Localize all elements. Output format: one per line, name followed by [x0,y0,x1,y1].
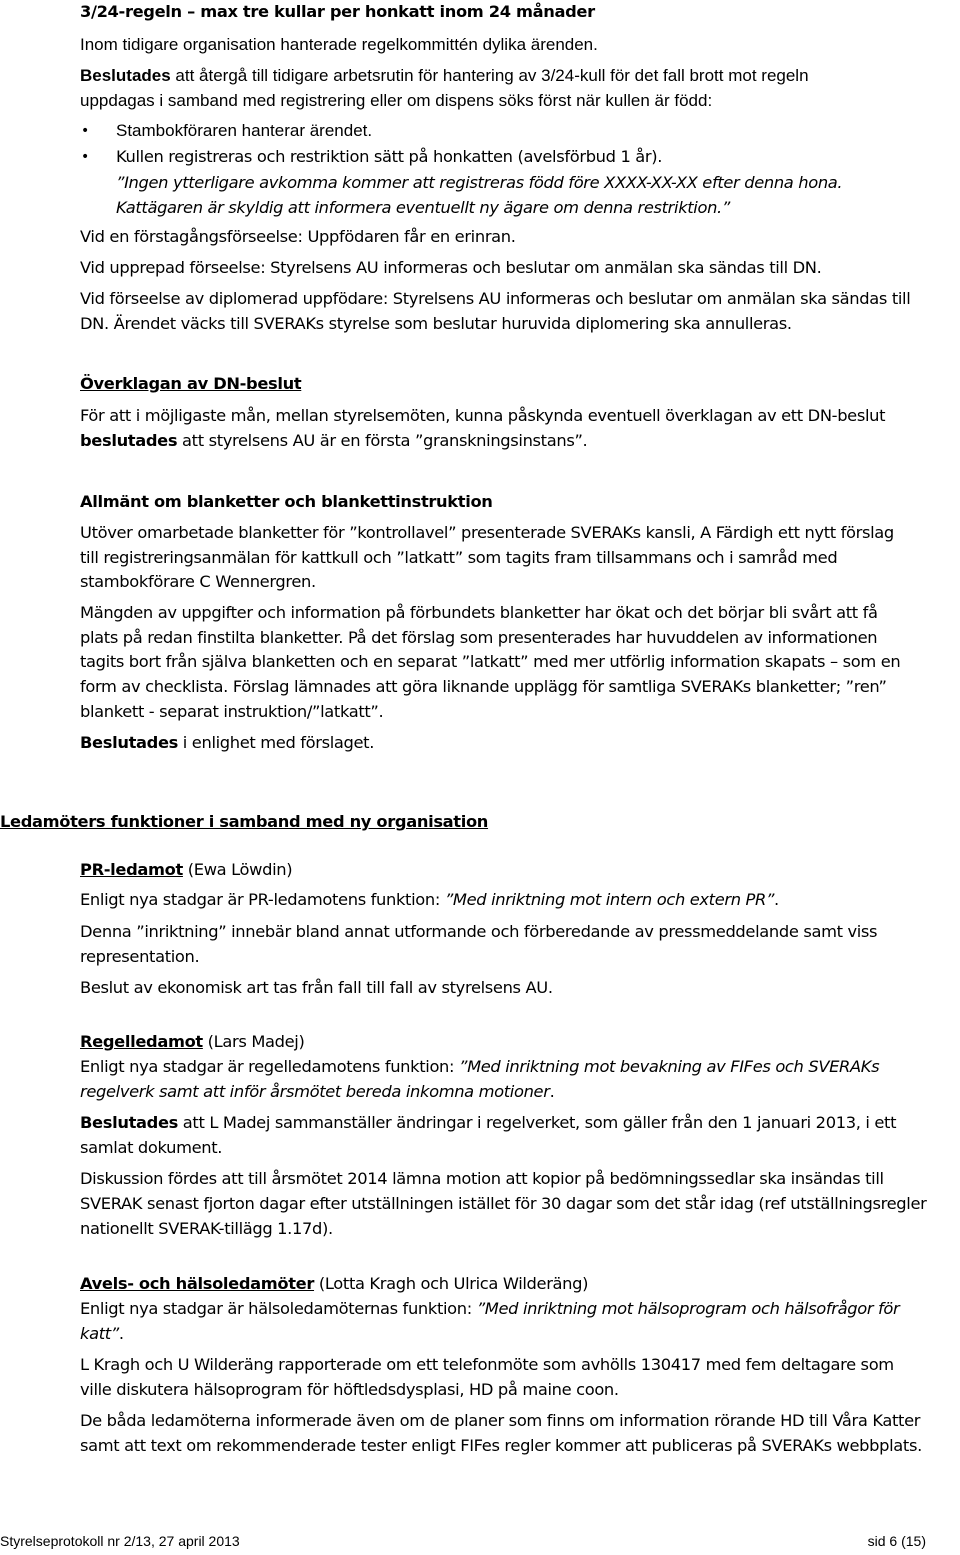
footer-page-number: sid 6 (15) [867,1533,926,1549]
decision-text: att styrelsens AU är en första ”granskningsinstans”. [177,431,588,450]
health-report-line: L Kragh och U Wilderäng rapporterade om ett telefonmöte som avhölls 130417 med fem deltagare som [80,1355,894,1374]
rules-discussion-line: nationellt SVERAK-tillägg 1.17d). [80,1219,333,1238]
health-function-prefix: Enligt nya stadgar är hälsoledamöternas funktion: [80,1299,477,1318]
decision-text: i enlighet med förslaget. [177,733,375,752]
pr-economic: Beslut av ekonomisk art tas från fall till fall av styrelsens AU. [80,978,553,997]
footer-protocol: Styrelseprotokoll nr 2/13, 27 april 2013 [0,1533,240,1549]
bullet-item: Stambokföraren hanterar ärendet. [116,121,373,140]
decision-label: Beslutades [80,66,171,85]
pr-direction-line: Denna ”inriktning” innebär bland annat utformande och förberedande av pressmeddelande samt viss [80,922,878,941]
paragraph-forms-line: blankett - separat instruktion/”latkatt”. [80,702,384,721]
paragraph-repeated-offense: Vid upprepad förseelse: Styrelsens AU informeras och beslutar om anmälan ska sändas till DN. [80,258,822,277]
paragraph-first-offense: Vid en förstagångsförseelse: Uppfödaren får en erinran. [80,227,516,246]
paragraph-decision-line-2: uppdagas i samband med registrering eller om dispens söks först när kullen är född: [80,91,713,110]
health-function-suffix: . [118,1324,124,1343]
decision-label: Beslutades [80,1113,178,1132]
paragraph-appeal-line-1: För att i möjligaste mån, mellan styrelsemöten, kunna påskynda eventuell överklagan av ett DN-beslut [80,406,886,425]
health-info-line: De båda ledamöterna informerade även om de planer som finns om information rörande HD till Våra Katter [80,1411,921,1430]
pr-person: (Ewa Löwdin) [182,860,293,879]
paragraph-diploma-line-1: Vid förseelse av diplomerad uppfödare: Styrelsens AU informeras och beslutar om anmälan ska sändas till [80,289,911,308]
subheading-rules-member [80,1030,305,1054]
quote-line: ”Ingen ytterligare avkomma kommer att registreras född före XXXX-XX-XX efter denna hona. [116,173,843,192]
bullet-icon: • [81,149,90,165]
paragraph-forms-line: Utöver omarbetade blanketter för ”kontrollavel” presenterade SVERAKs kansli, A Färdigh ett nytt förslag [80,523,894,542]
bullet-item: Kullen registreras och restriktion sätt på honkatten (avelsförbud 1 år). [116,147,663,166]
pr-function-italic: ”Med inriktning mot intern och extern PR” [444,890,775,909]
health-report-line: ville diskutera hälsoprogram för höftledsdysplasi, HD på maine coon. [80,1380,619,1399]
paragraph-forms-line: tagits bort från själva blanketten och en separat ”latkatt” med mer utförlig information skapats – som en [80,652,901,671]
paragraph-forms-line: Mängden av uppgifter och information på förbundets blanketter har ökat och det börjar bli svårt att få [80,603,878,622]
section-heading-forms: Allmänt om blanketter och blankettinstruktion [80,492,493,511]
rules-decision-line-2: samlat dokument. [80,1138,223,1157]
rules-title: Regelledamot [80,1032,203,1051]
section-heading-appeal: Överklagan av DN-beslut [80,374,302,393]
decision-text: att återgå till tidigare arbetsrutin för hantering av 3/24-kull för det fall brott mot regeln [170,66,809,85]
health-info-line: samt att text om rekommenderade tester enligt FIFes regler kommer att publiceras på SVERAKs webbplats. [80,1436,922,1455]
paragraph-forms-line: plats på redan finstilta blanketter. På det förslag som presenterades har huvuddelen av informationen [80,628,878,647]
health-title: Avels- och hälsoledamöter [80,1274,315,1293]
pr-function-suffix: . [774,890,779,909]
quote-line: Kattägaren är skyldig att informera eventuellt ny ägare om denna restriktion.” [116,198,730,217]
rules-function-italic: regelverk samt att inför årsmötet bereda inkomna motioner [80,1082,550,1101]
rules-function-prefix: Enligt nya stadgar är regelledamotens funktion: [80,1057,459,1076]
paragraph-forms-line: form av checklista. Förslag lämnades att göra liknande upplägg för samtliga SVERAKs blanketter; ”ren” [80,677,887,696]
rules-discussion-line: SVERAK senast fjorton dagar efter utställningen istället för 30 dagar som det står idag (ref utställningsregler [80,1194,927,1213]
health-function-italic: ”Med inriktning mot hälsoprogram och hälsofrågor för [476,1299,900,1318]
decision-label: beslutades [80,431,178,450]
health-function-line-1 [80,1297,899,1321]
bullet-icon: • [81,123,90,139]
paragraph-forms-line: till registreringsanmälan för kattkull och ”latkatt” som tagits fram tillsammans och i samråd med [80,548,838,567]
pr-title: PR-ledamot [80,860,183,879]
pr-function-prefix: Enligt nya stadgar är PR-ledamotens funktion: [80,890,445,909]
rules-function-suffix: . [549,1082,555,1101]
rules-function-line-2 [80,1080,554,1104]
paragraph-intro: Inom tidigare organisation hanterade regelkommittén dylika ärenden. [80,35,598,54]
health-function-line-2 [80,1322,124,1346]
rules-function-line-1 [80,1055,879,1079]
section-heading-3-24-rule: 3/24-regeln – max tre kullar per honkatt inom 24 månader [80,2,595,21]
decision-label: Beslutades [80,733,178,752]
paragraph-forms-line: stambokförare C Wennergren. [80,572,316,591]
pr-direction-line: representation. [80,947,200,966]
subheading-health-members [80,1272,588,1296]
subheading-pr-member [80,858,292,882]
rules-decision-line-1 [80,1111,896,1135]
section-heading-member-functions: Ledamöters funktioner i samband med ny organisation [0,812,489,831]
decision-text: att L Madej sammanställer ändringar i regelverket, som gäller från den 1 januari 2013, i ett [177,1113,897,1132]
health-function-italic: katt” [80,1324,119,1343]
pr-function [80,888,779,912]
health-person: (Lotta Kragh och Ulrica Wilderäng) [314,1274,589,1293]
rules-person: (Lars Madej) [202,1032,305,1051]
paragraph-appeal-line-2 [80,429,587,453]
paragraph-diploma-line-2: DN. Ärendet väcks till SVERAKs styrelse som beslutar huruvida diplomering ska annulleras. [80,314,792,333]
rules-function-italic: ”Med inriktning mot bevakning av FIFes och SVERAKs [458,1057,880,1076]
paragraph-decision-line-1 [80,64,809,88]
rules-discussion-line: Diskussion fördes att till årsmötet 2014 lämna motion att kopior på bedömningssedlar ska insändas till [80,1169,884,1188]
paragraph-forms-decision [80,731,374,755]
